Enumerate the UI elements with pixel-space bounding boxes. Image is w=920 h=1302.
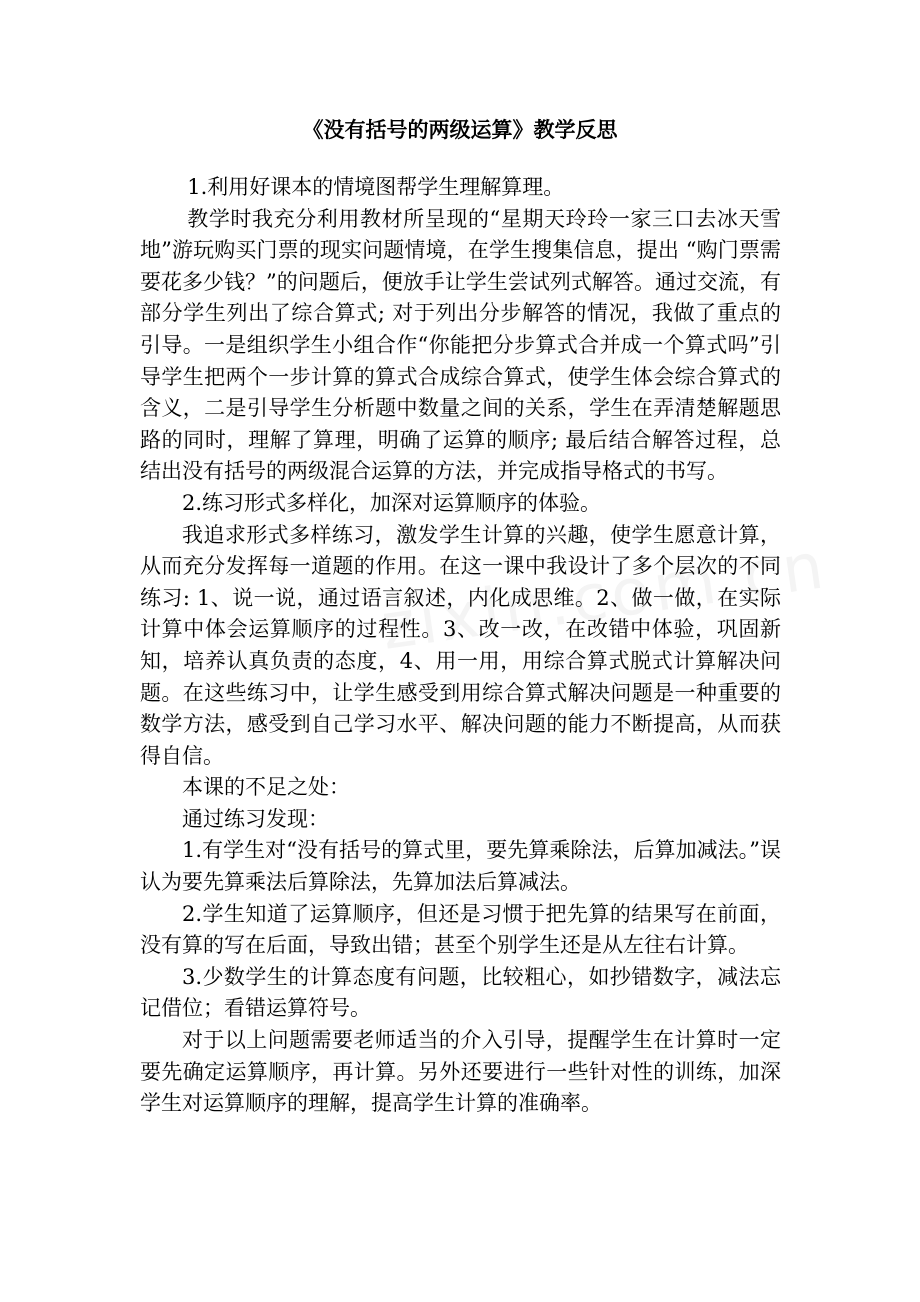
- paragraph: 教学时我充分利用教材所呈现的“星期天玲玲一家三口去冰天雪地”游玩购买门票的现实问题情境，在学生搜集信息，提出 “购门票需要花多少钱？”的问题后，便放手让学生尝试列式解答。通过交流，有部分学生列出了综合算式; 对于列出分步解答的情况，我做了重点的引导。一是组织学生小组合作“你能把分步算式合并成一个算式吗”引导学生把两个一步计算的算式合成综合算式，使学生体会综合算式的含义，二是引导学生分析题中数量之间的关系，学生在弄清楚解题思路的同时，理解了算理，明确了运算的顺序; 最后结合解答过程，总结出没有括号的两级混合运算的方法，并完成指导格式的书写。: [140, 206, 781, 484]
- document-title: 《没有括号的两级运算》教学反思: [302, 118, 618, 142]
- section-heading-1: 1.利用好课本的情境图帮学生理解算理。: [187, 175, 565, 199]
- section-heading-2: 2.练习形式多样化，加深对运算顺序的体验。: [182, 490, 602, 515]
- paragraph: 我追求形式多样练习，激发学生计算的兴趣，使学生愿意计算，从而充分发挥每一道题的作用。在这一课中我设计了多个层次的不同练习: 1、说一说，通过语言叙述，内化成思维。2、做一做，在实际计算中体会运算顺序的过程性。3、改一改，在改错中体验，巩固新知，培养认真负责的态度，4、用一用，用综合算式脱式计算解决问题。在这些练习中，让学生感受到用综合算式解决问题是一种重要的数学方法，感受到自己学习水平、解决问题的能力不断提高，从而获得自信。: [140, 522, 781, 768]
- paragraph: 通过练习发现：: [182, 806, 329, 831]
- paragraph: 本课的不足之处：: [182, 775, 350, 800]
- paragraph: 1.有学生对“没有括号的算式里，要先算乘除法，后算加减法。”误认为要先算乘法后算除法，先算加法后算减法。: [140, 838, 781, 895]
- paragraph: 对于以上问题需要老师适当的介入引导，提醒学生在计算时一定要先确定运算顺序，再计算。另外还要进行一些针对性的训练，加深学生对运算顺序的理解，提高学生计算的准确率。: [140, 1028, 781, 1116]
- document-body: [140, 172, 781, 1120]
- paragraph: 2.学生知道了运算顺序，但还是习惯于把先算的结果写在前面，没有算的写在后面，导致出错；甚至个别学生还是从左往右计算。: [140, 901, 781, 958]
- paragraph: 3.少数学生的计算态度有问题，比较粗心，如抄错数字，减法忘记借位；看错运算符号。: [140, 964, 781, 1021]
